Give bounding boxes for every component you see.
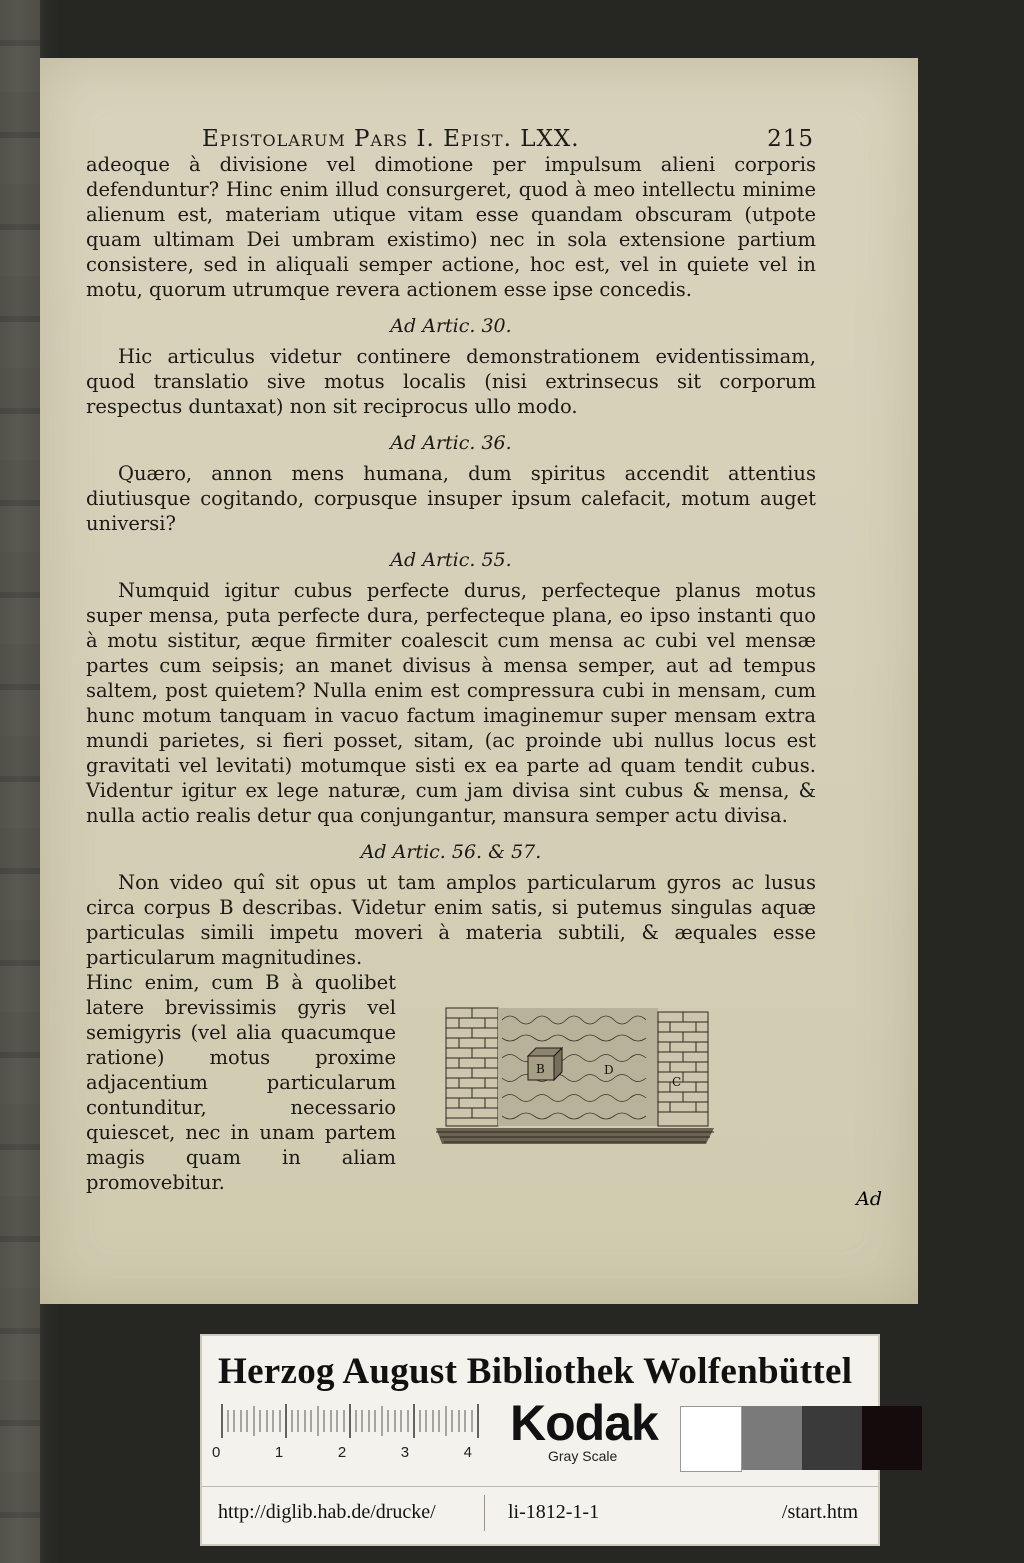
paragraph-artic-55: Numquid igitur cubus perfecte durus, perfecteque planus motus super mensa, puta perfecte dura, perfecteque plana, eo ipso instanti quo à motu sistitur, æque firmiter coalescit cum mensa ac cubi vel mensæ partes cum seipsis; an manet divisus à mensa semper, aut ad tempus saltem, post quietem? Nulla enim est compressura cubi in mensam, cum hunc motum tanquam in vacuo factum imaginemur super mensam extra mundi parietes, si fieri posset, sitam, (ac proinde ubi nullus locus est gravitati vel levitati) motumque sisti ex ea parte ad quam tendit cubus. Videntur igitur ex lege naturæ, cum jam divisa sint cubus & mensa, & nulla actio realis detur qua conjungantur, mansura semper actu divisa. <box>86 579 816 827</box>
ruler-scale <box>218 1402 488 1440</box>
running-title: Epistolarum Pars I. Epist. LXX. <box>202 126 580 152</box>
swatch-white <box>680 1406 742 1472</box>
url-left: http://diglib.hab.de/drucke/ <box>218 1501 436 1523</box>
footer-divider <box>484 1495 485 1531</box>
text-with-figure <box>86 970 816 1195</box>
library-color-card <box>200 1334 880 1546</box>
paragraph-figure-text: Hinc enim, cum B à quolibet latere brevissimis gyris vel semigyris (vel alia quacumque ratione) motus proxime adjacentium particularum contunditur, necessario quiescet, nec in unam partem magis quam in aliam promovebitur. <box>86 971 396 1194</box>
left-wall <box>446 1008 498 1126</box>
paragraph-continuation: adeoque à divisione vel dimotione per impulsum alieni corporis defenduntur? Hinc enim illud consurgeret, quod à meo intellectu minime alienum est, materiam utique vitam esse quandam obscuram (utpote quam ultimam Dei umbram existimo) nec in sola extensione partium consistere, sed in aliquali semper actione, hoc est, vel in quiete vel in motu, quorum utrumque revera actionem esse ipse concedis. <box>86 153 816 301</box>
article-heading-30: Ad Artic. 30. <box>390 315 512 337</box>
book-page <box>40 58 918 1304</box>
article-heading-36: Ad Artic. 36. <box>390 432 512 454</box>
page-text-block <box>86 126 816 1195</box>
paragraph-artic-30: Hic articulus videtur continere demonstrationem evidentissimam, quod translatio sive motus localis (nisi extrinsecus sit corporum respectus duntaxat) non sit reciprocus ullo modo. <box>86 345 816 418</box>
swatch-gray <box>742 1406 802 1470</box>
article-heading-56-57: Ad Artic. 56. & 57. <box>360 841 542 863</box>
article-heading-55: Ad Artic. 55. <box>390 549 512 571</box>
swatch-dark-gray <box>802 1406 862 1470</box>
library-name: Herzog August Bibliothek Wolfenbüttel <box>218 1351 853 1392</box>
figure-label-c: C <box>672 1075 682 1089</box>
ruler-number: 2 <box>337 1444 347 1461</box>
card-footer <box>202 1486 878 1537</box>
ruler-number: 1 <box>274 1444 284 1461</box>
ruler-numbers <box>212 1444 472 1461</box>
ruler-number: 0 <box>212 1444 221 1461</box>
ruler-number: 3 <box>400 1444 410 1461</box>
gray-scale-label: Gray Scale <box>548 1448 618 1464</box>
running-header <box>202 126 814 152</box>
figure-label-d: D <box>604 1063 614 1077</box>
book-spine <box>0 0 40 1563</box>
water-region <box>498 1008 658 1126</box>
paragraph-artic-56-57: Non video quî sit opus ut tam amplos particularum gyros ac lusus circa corpus B describas. Videtur enim satis, si putemus singulas aquæ particulas simili impetu moveri à materia subtili, & æquales esse particularum magnitudines. <box>86 871 816 969</box>
gray-swatches <box>680 1406 922 1470</box>
swatch-black <box>862 1406 922 1470</box>
ruler-number: 4 <box>463 1444 472 1461</box>
woodcut-figure <box>436 1000 714 1148</box>
catchword: Ad <box>856 1188 882 1210</box>
page-number: 215 <box>767 126 814 152</box>
shelfmark: li-1812-1-1 <box>508 1501 600 1523</box>
cube-b <box>528 1048 562 1080</box>
paragraph-artic-36: Quæro, annon mens humana, dum spiritus accendit attentius diutiusque cogitando, corpusque insuper ipsum calefacit, motum auget universi? <box>86 462 816 535</box>
figure-label-b: B <box>536 1062 545 1076</box>
right-wall <box>658 1012 708 1126</box>
url-right: /start.htm <box>781 1501 858 1523</box>
kodak-logo: Kodak <box>510 1395 658 1451</box>
